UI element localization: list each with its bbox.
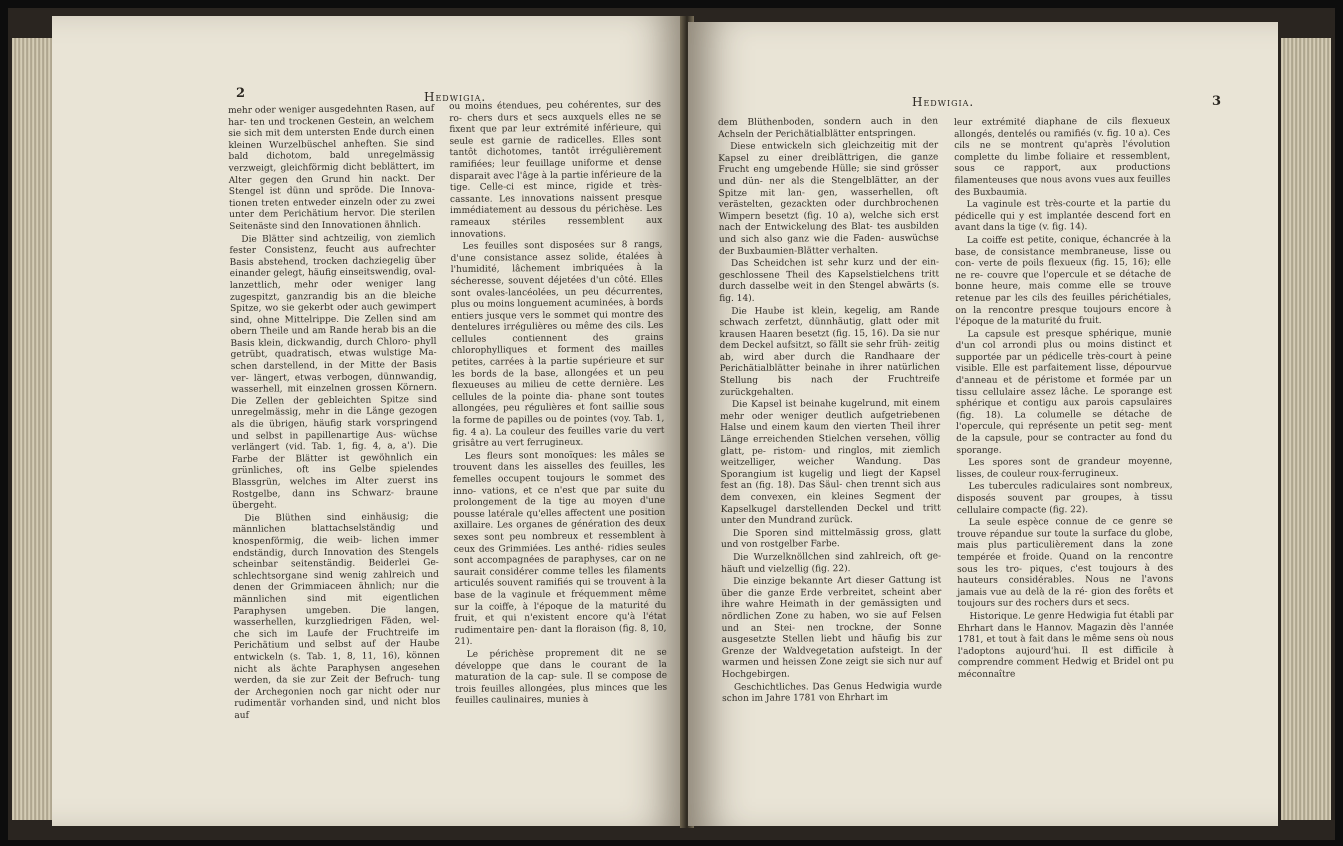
open-book <box>8 8 1335 840</box>
paragraph: Les feuilles sont disposées sur 8 rangs, d'une consistance assez solide, étalées à l'humidité, lâchement imbriquées à la sécheresse, souvent déjetées d'un côté. Elles sont ovales-lancéolées, un peu décurrentes, plus ou moins longuement acuminées, à bords entiers jusque vers le sommet qui montre des dentelures irrégulières ou même des cils. Les cellules contiennent des grains chlorophylliques et forment des mailles petites, carrées à la partie supérieure et sur les bords de la base, allongées et un peu flexueuses au milieu de cette dernière. Les cellules de la pointe dia- phane sont toutes allongées, peu régulières et font saillie sous la forme de papilles ou de pointes (voy. Tab. 1, fig. 4 a). La couleur des feuilles varie du vert grisâtre au vert ferrugineux. <box>450 239 665 450</box>
right-page <box>688 22 1278 826</box>
paragraph: Diese entwickeln sich gleichzeitig mit der Kapsel zu einer dreiblättrigen, die ganze Frucht eng umgebende Hülle; sie sind grösser und dün- ner als die Stengelblätter, an der Spitze mit lan- gen, wasserhellen, oft verästelten, gezackten oder durchbrochenen Wimpern besetzt (fig. 10 a), welche sich erst nach der Entwickelung des Blat- tes ausbilden und sich also ganz wie die Faden- auswüchse der Buxbaumien-Blätter verhalten. <box>718 140 939 257</box>
paragraph: Les fleurs sont monoïques: les mâles se trouvent dans les aisselles des feuilles, les femelles occupent toujours le sommet des inno- vations, et ce n'est que par suite du prolongement de la tige au moyen d'une pousse latérale qu'elles affectent une position axillaire. Les organes de génération des deux sexes sont peu nombreux et ressemblent à ceux des Grimmiées. Les anthé- ridies seules sont accompagnées de paraphyses, car on ne saurait considérer comme telles les filaments articulés souvent ramifiés qui se trouvent à la base de la vaginule et fréquemment même sur la coiffe, à l'époque de la maturité du fruit, et qui n'existent encore qu'à l'état rudimentaire pen- dant la floraison (fig. 8, 10, 21). <box>452 449 667 648</box>
paragraph: La coiffe est petite, conique, échancrée à la base, de consistance membraneuse, lisse ou con- verte de poils flexueux (fig. 15, 16); elle ne re- couvre que l'opercule et se détache de bonne heure, mais comme elle se trouve retenue par les cils des feuilles périchétiales, on la rencontre presque toujours encore à l'époque de la maturité du fruit. <box>954 234 1172 328</box>
paragraph: Le périchèse proprement dit ne se développe que dans le courant de la maturation de la cap- sule. Il se compose de trois feuilles allongées, plus minces que les feuilles caulinaires, munies à <box>454 647 668 707</box>
paragraph: La seule espèce connue de ce genre se trouve répandue sur toute la surface du globe, mais plus particulièrement dans la zone tempérée et froide. Quand on la rencontre sous les tro- piques, c'est toujours à des hauteurs considérables. Nous ne l'avons jamais vue au delà de la ré- gion des forêts et toujours sur des rochers durs et secs. <box>956 516 1174 610</box>
paragraph: Das Scheidchen ist sehr kurz und der ein- geschlossene Theil des Kapselstielchens tritt durch dasselbe weit in den Stengel abwärts (s. fig. 14). <box>719 257 940 304</box>
paragraph: La vaginule est très-courte et la partie du pédicelle qui y est implantée descend fort en avant dans la tige (v. fig. 14). <box>954 198 1171 234</box>
paragraph: La capsule est presque sphérique, munie d'un col arrondi plus ou moins distinct et supportée par un pédicelle très-court à peine visible. Elle est parfaitement lisse, dépourvue d'anneau et de péristome et formée par un tissu cellulaire assez lâche. Le sporange est sphérique et contigu aux parois capsulaires (fig. 18). La columelle se détache de l'opercule, qui représente un petit seg- ment de la capsule, pour se contracter au fond du sporange. <box>955 328 1173 456</box>
paragraph: Die Kapsel ist beinahe kugelrund, mit einem mehr oder weniger deutlich aufgetriebenen Halse und einem kaum den vierten Theil ihrer Länge erreichenden Stielchen versehen, völlig glatt, pe- ristom- und ringlos, mit ziemlich weitzelliger, weicher Wandung. Das Sporangium ist kugelig und liegt der Kapsel fest an (fig. 18). Das Säul- chen trennt sich aus dem convexen, ein kleines Segment der Kapselkugel darstellenden Deckel und tritt unter den Mundrand zurück. <box>720 398 941 527</box>
paragraph: Die Blüthen sind einhäusig; die männlichen blattachselständig und knospenförmig, die weib- lichen immer endständig, durch Innovation des Stengels scheinbar seitenständig. Beiderlei Ge- schlechtsorgane sind wenig zahlreich und denen der Grimmiaceen ähnlich; nur die männlichen sind mit eigentlichen Paraphysen umgeben. Die langen, wasserhellen, kurzgliedrigen Fäden, wel- che sich im Laufe der Fruchtreife im Perichätium und selbst auf der Haube entwickeln (s. Tab. 1, 8, 11, 16), können nicht als ächte Paraphysen angesehen werden, da sie zur Zeit der Befruch- tung der Archegonien noch gar nicht oder nur rudimentär vorhanden sind, und nicht blos auf <box>232 511 441 721</box>
page-number-right: 3 <box>1212 94 1222 109</box>
paragraph: Les spores sont de grandeur moyenne, lisses, de couleur roux-ferrugineux. <box>956 456 1173 480</box>
page-stack-left-edge <box>12 38 52 820</box>
paragraph: mehr oder weniger ausgedehnten Rasen, auf har- ten und trockenen Gestein, an welchem sie sich mit dem untersten Ende durch einen kleinen Wurzelbüschel anheften. Sie sind bald dichotom, bald unregelmässig verzweigt, gleichförmig dicht beblättert, im Alter gegen den Grund hin nackt. Der Stengel ist dünn und spröde. Die Innova- tionen treten entweder einzeln oder zu zwei unter dem Perichätium hervor. Die sterilen Seitenäste sind den Innovationen ähnlich. <box>228 103 436 232</box>
paragraph: Die Blätter sind achtzeilig, von ziemlich fester Consistenz, feucht aus aufrechter Basis abstehend, trocken dachziegelig über einander gelegt, häufig einseitswendig, oval-lanzettlich, mehr oder weniger lang zugespitzt, ganzrandig bis an die bleiche Spitze, wo sie gekerbt oder auch gewimpert sind, ohne Mittelrippe. Die Zellen sind am obern Theile und am Rande herab bis an die Basis klein, dickwandig, durch Chloro- phyll getrübt, quadratisch, etwas wulstige Ma- schen darstellend, in der Mitte der Basis ver- längert, etwas verbogen, dünnwandig, wasserhell, mit einzelnen grossen Körnern. Die Zellen der gebleichten Spitze sind unregelmässig, mehr in die Länge gezogen als die übrigen, häufig stark vorspringend und selbst in papillenartige Aus- wüchse verlängert (vid. Tab. 1, fig. 4, a, a'). Die Farbe der Blätter ist gewöhnlich ein grünliches, oft ins Gelbe spielendes Blassgrün, welches im Alter zuerst ins Rostgelbe, dann ins Schwarz- braune übergeht. <box>229 232 439 512</box>
right-page-german-column <box>718 116 942 706</box>
paragraph: Die Wurzelknöllchen sind zahlreich, oft ge- häuft und vielzellig (fig. 22). <box>721 551 942 575</box>
page-stack-right-edge <box>1281 38 1331 820</box>
paragraph: Historique. Le genre Hedwigia fut établi par Ehrhart dans le Hannov. Magazin dès l'année 1781, et tout à fait dans le même sens où nous l'adoptons aujourd'hui. Il est difficile à comprendre comment Hedwig et Bridel ont pu méconnaître <box>957 610 1174 680</box>
paragraph: ou moins étendues, peu cohérentes, sur des ro- chers durs et secs auxquels elles ne se fixent que par leur extrémité inférieure, qui seule est garnie de radicelles. Elles sont tantôt dichotomes, tantôt irrégulièrement ramifiées; leur feuillage uniforme et dense disparait avec l'âge à la partie inférieure de la tige. Celle-ci est mince, rigide et très-cassante. Les innovations naissent presque immédiatement au dessous du périchèse. Les rameaux stériles ressemblent aux innovations. <box>449 99 663 240</box>
running-head-left: Hedwigia. <box>424 90 487 104</box>
paragraph: Die Haube ist klein, kegelig, am Rande schwach zerfetzt, dünnhäutig, glatt oder mit krausen Haaren besetzt (fig. 15, 16). Da sie nur dem Deckel aufsitzt, so fällt sie sehr früh- zeitig ab, wird aber durch die Randhaare der Perichätialblätter beinahe in ihrer natürlichen Stellung bis nach der Fruchtreife zurückgehalten. <box>719 304 940 398</box>
left-page <box>52 16 687 826</box>
paragraph: Les tubercules radiculaires sont nombreux, disposés souvent par groupes, à tissu cellulaire compacte (fig. 22). <box>956 480 1173 516</box>
paragraph: dem Blüthenboden, sondern auch in den Achseln der Perichätialblätter entspringen. <box>718 116 939 140</box>
paragraph: Die einzige bekannte Art dieser Gattung ist über die ganze Erde verbreitet, scheint aber ihre wahre Heimath in der gemässigten und nördlichen Zone zu haben, wo sie auf Felsen und an Stei- nen trockne, der Sonne ausgesetzte Stellen liebt und häufig bis zur Grenze der Waldvegetation aufsteigt. In der warmen und heissen Zone zeigt sie sich nur auf Hochgebirgen. <box>721 575 942 680</box>
page-number-left: 2 <box>236 86 246 101</box>
paragraph: Geschichtliches. Das Genus Hedwigia wurde schon im Jahre 1781 von Ehrhart im <box>722 680 943 705</box>
right-page-french-column <box>954 116 1174 682</box>
paragraph: leur extrémité diaphane de cils flexueux allongés, dentelés ou ramifiés (v. fig. 10 a). Ces cils ne se montrent qu'après l'évolution complette du limbe foliaire et ressemblent, sous ce rapport, aux productions filamenteuses que nous avons vues aux feuilles des Buxbaumia. <box>954 116 1171 198</box>
left-page-french-column <box>449 100 667 709</box>
paragraph: Die Sporen sind mittelmässig gross, glatt und von rostgelber Farbe. <box>720 527 941 551</box>
left-page-german-column <box>228 104 440 724</box>
running-head-right: Hedwigia. <box>912 95 975 109</box>
